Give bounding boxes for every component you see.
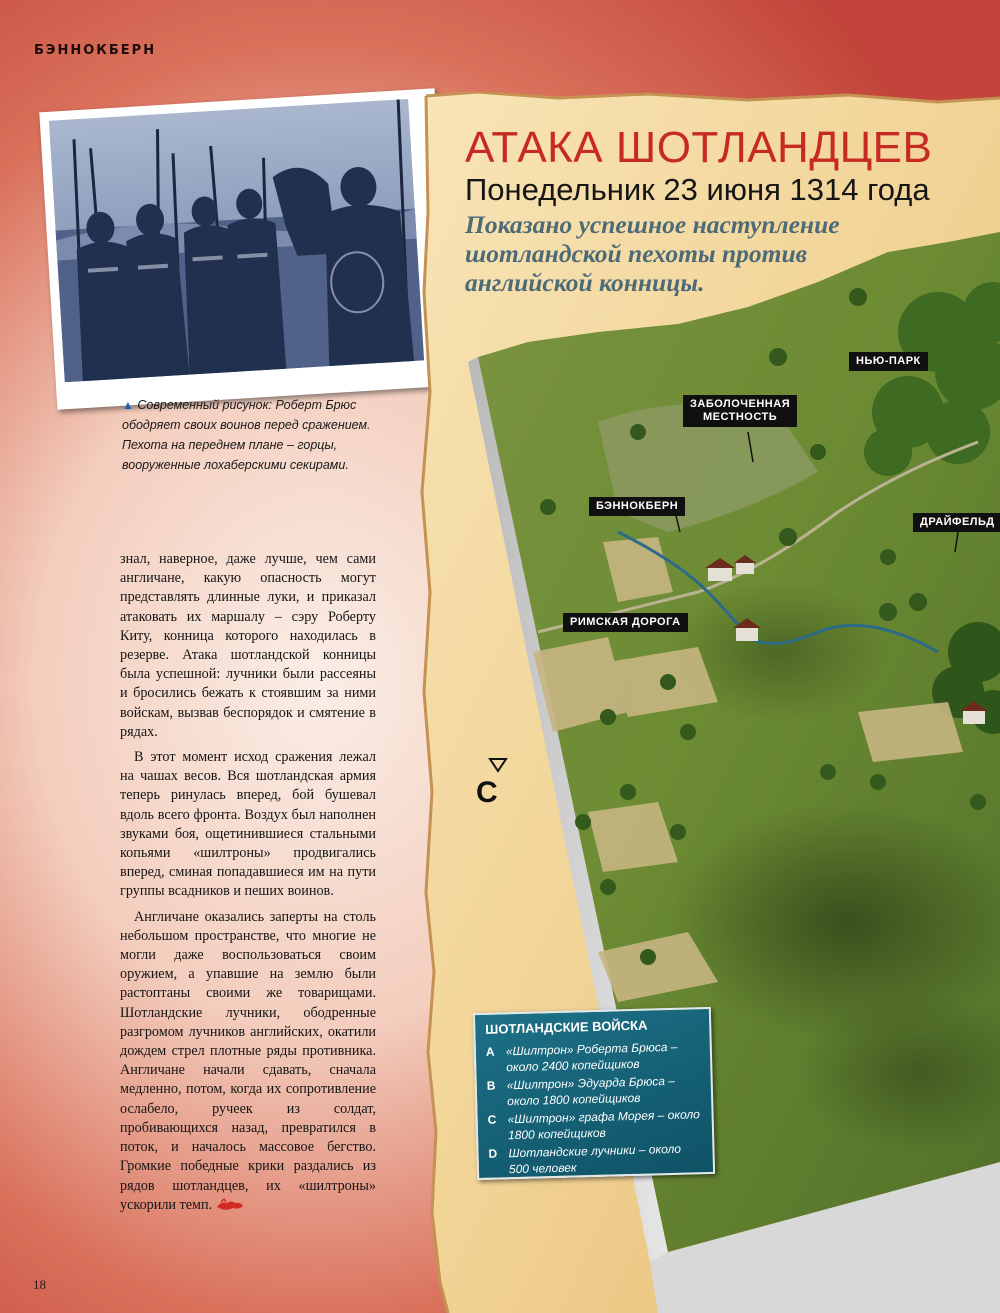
historical-illustration xyxy=(39,88,452,410)
legend-key: D xyxy=(488,1146,498,1161)
legend-key: C xyxy=(487,1112,497,1127)
legend-text: «Шилтрон» графа Морея – около 1800 копейщиков xyxy=(507,1107,701,1143)
legend-text: «Шилтрон» Роберта Брюса – около 2400 копейщиков xyxy=(505,1039,678,1075)
legend-title: ШОТЛАНДСКИЕ ВОЙСКА xyxy=(485,1017,648,1037)
legend-item xyxy=(487,1106,702,1144)
caption-text: Современный рисунок: Роберт Брюс ободряет своих воинов перед сражением. Пехота на переднем плане – горцы, вооруженные лохаберскими секирами. xyxy=(122,398,371,472)
paragraph xyxy=(120,908,376,1215)
legend-text: Шотландские лучники – около 500 человек xyxy=(508,1141,682,1177)
paragraph: знал, наверное, даже лучше, чем сами англичане, какую опасность могут представлять длинные луки, и приказал атаковать их маршалу – сэру Роберту Киту, конница которого находилась в резерве. Атака шотландской конницы была успешной: лучники были рассеяны и бросились бежать к стоявшим за ними войскам, вызвав беспорядок и смятение в рядах. xyxy=(120,551,376,740)
legend-item xyxy=(486,1038,701,1076)
caption-triangle-icon: ▲ xyxy=(122,398,134,412)
legend-key: A xyxy=(485,1044,495,1059)
legend-item xyxy=(488,1140,703,1178)
legend-item xyxy=(487,1072,702,1110)
map-tagline: Показано успешное наступление шотландской пехоты против английской конницы. xyxy=(465,210,840,297)
direction-triangle-icon xyxy=(488,757,508,773)
photo-caption xyxy=(122,395,382,475)
label-marsh-line2: МЕСТНОСТЬ xyxy=(702,411,778,423)
legend-key: B xyxy=(486,1078,496,1093)
label-dryfield: ДРАЙФЕЛЬД xyxy=(913,513,1000,532)
label-marsh xyxy=(683,395,797,427)
lion-end-mark-icon xyxy=(215,1198,245,1212)
article-body xyxy=(120,550,376,1215)
map-date: Понедельник 23 июня 1314 года xyxy=(465,172,930,207)
illustration-image xyxy=(49,99,424,382)
page-number: 18 xyxy=(33,1277,46,1292)
map-title: АТАКА ШОТЛАНДЦЕВ xyxy=(465,123,933,172)
label-new-park: НЬЮ-ПАРК xyxy=(849,352,928,371)
paragraph-text: Англичане оказались заперты на столь небольшом пространстве, что многие не могли даже воспользоваться своим оружием, а упавшие на землю были растоптаны своими же товарищами. Шотландские лучники, ободренные разгромом лучников английских, окатили дождем стрел плотные ряды противника. Англичане начали сдавать, сначала медленно, потом, когда их сопротивление ослабело, ручеек из солдат, пробивающихся назад, превратился в поток, и началось массовое бегство. Громкие победные крики раздались из рядов шотландцев, их «шилтроны» ускорили темп. xyxy=(120,908,376,1213)
label-bannockburn: БЭННОКБЕРН xyxy=(589,497,685,516)
troops-legend xyxy=(473,1007,715,1180)
legend-text: «Шилтрон» Эдуарда Брюса – около 1800 копейщиков xyxy=(506,1073,676,1109)
paragraph: В этот момент исход сражения лежал на чашах весов. Вся шотландская армия теперь ринулась вперед, бой бушевал вдоль всего фронта. Воздух был наполнен звуками боя, ощетинившиеся стальными копьями «шилтроны» продвигались вперед, сминая попадавшиеся им на пути группы всадников и пеших воинов. xyxy=(120,749,376,900)
label-roman-road: РИМСКАЯ ДОРОГА xyxy=(563,613,688,632)
label-marsh-line1: ЗАБОЛОЧЕННАЯ xyxy=(690,398,791,410)
position-marker-c: C xyxy=(476,776,498,809)
running-header: БЭННОКБЕРН xyxy=(34,43,157,58)
